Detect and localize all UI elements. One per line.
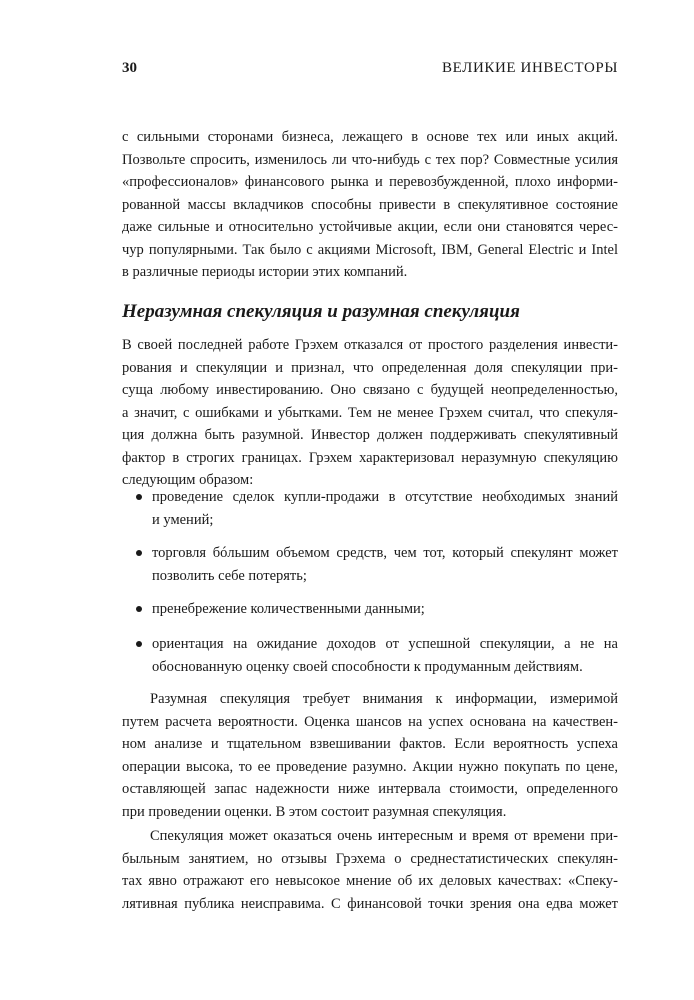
page-number: 30 — [122, 60, 137, 76]
text-line: а значит, с ошибками и убытками. Тем не менее Грэхем считал, что спекуля- — [122, 404, 618, 421]
bullet-icon — [136, 641, 142, 647]
text-line: ция должна быть разумной. Инвестор должен поддерживать спекулятивный — [122, 427, 618, 443]
section-heading: Неразумная спекуляция и разумная спекуляция — [122, 301, 520, 322]
text-line: и умений; — [152, 511, 214, 528]
text-line: лятивная публика неисправима. С финансовой точки зрения она едва может — [122, 895, 618, 912]
paragraph-4 — [122, 825, 618, 915]
text-line: ном анализе и тщательном взвешивании фактов. Если вероятность успеха — [122, 736, 618, 752]
text-line: в различные периоды истории этих компаний. — [122, 264, 408, 280]
text-line: оставляющей запас надежности ниже интервала стоимости, определенного — [122, 781, 618, 797]
text-line: пренебрежение количественными данными; — [152, 601, 425, 617]
paragraph-3 — [122, 688, 618, 823]
text-line: даже сильные и относительно устойчивые акции, если они становятся черес- — [122, 219, 618, 235]
text-line: суща любому инвестированию. Оно связано с будущей неопределенностью, — [122, 382, 618, 398]
text-line: обоснованную оценку своей способности к продуманным действиям. — [152, 658, 583, 675]
text-line: В своей последней работе Грэхем отказался от простого разделения инвести- — [122, 337, 618, 353]
text-line: позволить себе потерять; — [152, 567, 307, 584]
text-line: ориентация на ожидание доходов от успешной спекуляции, а не на — [152, 636, 618, 652]
text-line: быльным занятием, но отзывы Грэхема о среднестатистических спекулян- — [122, 850, 618, 867]
text-line: торговля бóльшим объемом средств, чем тот, который спекулянт может — [152, 545, 618, 561]
text-line: «профессионалов» финансового рынка и перевозбужденной, плохо информи- — [122, 174, 618, 190]
text-line: с сильными сторонами бизнеса, лежащего в основе тех или иных акций. — [122, 129, 618, 145]
text-line: при проведении оценки. В этом состоит разумная спекуляция. — [122, 803, 507, 820]
text-line: Разумная спекуляция требует внимания к информации, измеримой — [150, 691, 618, 707]
page-header — [122, 60, 618, 82]
text-line: проведение сделок купли-продажи в отсутствие необходимых знаний — [152, 489, 618, 505]
text-line: тах явно отражают его невысокое мнение об их деловых качествах: «Спеку- — [122, 873, 618, 889]
bullet-icon — [136, 550, 142, 556]
text-line: операции высока, то ее проведение разумно. Акции нужно покупать по цене, — [122, 758, 618, 775]
bullet-icon — [136, 606, 142, 612]
running-title: ВЕЛИКИЕ ИНВЕСТОРЫ — [442, 60, 618, 76]
text-line: Позвольте спросить, изменилось ли что-нибудь с тех пор? Совместные усилия — [122, 151, 618, 168]
text-line: фактор в строгих границах. Грэхем характеризовал неразумную спекуляцию — [122, 449, 618, 466]
text-line: следующим образом: — [122, 472, 254, 488]
paragraph-1 — [122, 126, 618, 284]
text-line: рованной массы вкладчиков способны привести в спекулятивное состояние — [122, 196, 618, 213]
bullet-icon — [136, 494, 142, 500]
text-line: путем расчета вероятности. Оценка шансов на успех основана на качествен- — [122, 713, 618, 730]
text-line: рования и спекуляции и признал, что определенная доля спекуляции при- — [122, 359, 618, 376]
paragraph-2 — [122, 334, 618, 492]
text-line: чур популярными. Так было с акциями Microsoft, IBM, General Electric и Intel — [122, 241, 618, 258]
text-line: Спекуляция может оказаться очень интересным и время от времени при- — [150, 828, 618, 844]
